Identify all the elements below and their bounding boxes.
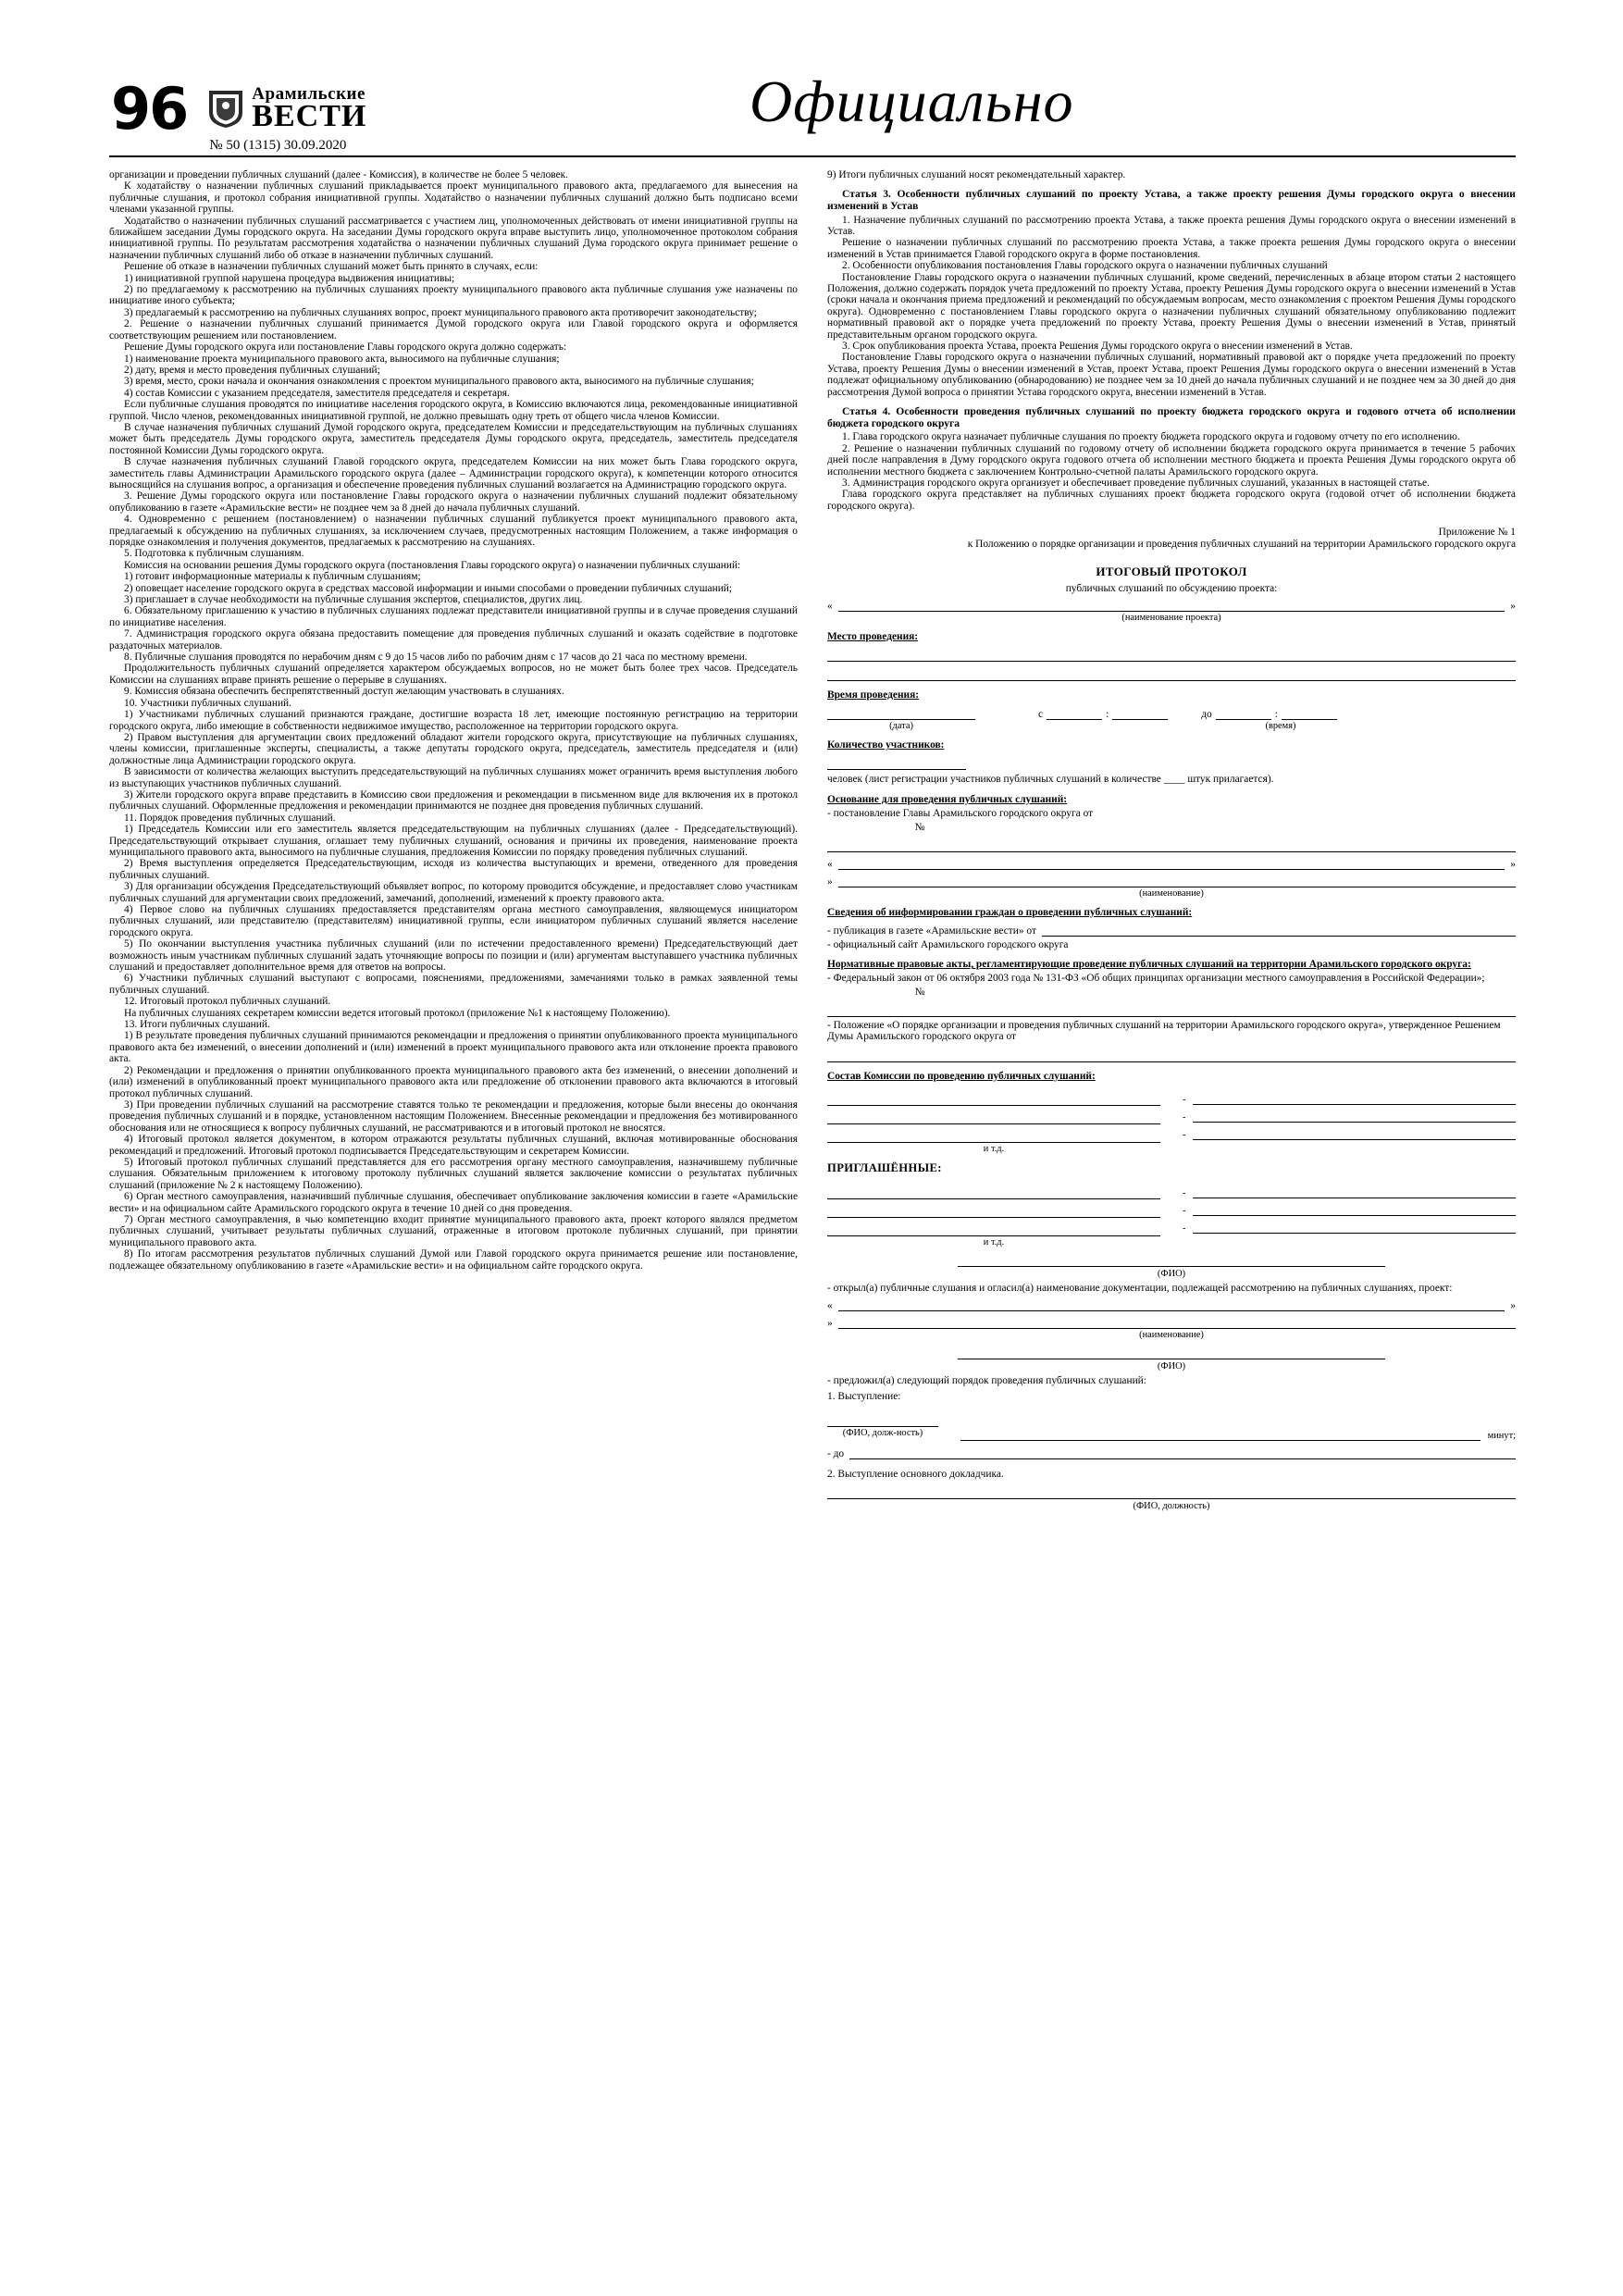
page-number: 96 [111,75,188,143]
paragraph: 1) Председатель Комиссии или его заместитель является председательствующим на публичных слушаниях (далее - Председательствующий). Председательствующий открывает слушания, оглашает тему публичных слушаний, основания и причины их проведения, наименование проекта муниципального правового акта, выносимого на публичные слушания, предложения Комиссии по порядку проведения публичных слушаний. [109,824,798,858]
invited-dash-3: - [1183,1222,1186,1234]
commission-input-3[interactable] [827,1130,1160,1143]
info-item-1-row [827,925,1516,937]
basis-name-row [827,858,1516,870]
paragraph: 1) инициативной группой нарушена процедура выдвижения инициативы; [124,272,455,284]
basis-input[interactable] [827,839,1516,852]
paragraph: В случае назначения публичных слушаний Главой городского округа, председателем Комиссии на них может быть Глава городского округа, заместитель главы Администрации Арамильского городского округа (далее – Администрации городского округа), к компетенции которого относится выносящийся на слушания вопрос, а организация и обеспечение проведения публичных слушаний возлагается на Администрацию городского округа. [109,456,798,490]
time-row [827,708,1516,720]
time-colon-1: : [1106,709,1109,721]
paragraph: 4) состав Комиссии с указанием председателя, заместителя председателя и секретаря. [124,387,510,399]
minutes-input[interactable] [960,1429,1481,1441]
paragraph: 8) По итогам рассмотрения результатов публичных слушаний Думой или Главой городского округа принимается решение или постановление, подлежащее обязательному опубликованию в газете «Арамильские вести» и на официальном сайте городского округа. [109,1248,798,1272]
paragraph: 3) время, место, сроки начала и окончания ознакомления с проектом муниципального правового акта, выносимого на публичные слушания; [124,376,754,388]
paragraph: 9. Комиссия обязана обеспечить беспрепятственный доступ желающим участвовать в слушаниях. [124,686,564,698]
paragraph: 3) Для организации обсуждения Председательствующий объявляет вопрос, по которому проводится обсуждение, и предоставляет слово участникам публичных слушаний для аргументации своих предложений, замечаний, дополнений, изменений к проекту правового акта. [109,881,798,904]
place-input[interactable] [827,649,1516,662]
paragraph: Комиссия на основании решения Думы городского округа (постановления Главы городского округа) о назначении публичных слушаний: [124,559,741,571]
paragraph: 3) приглашает в случае необходимости на публичные слушания экспертов, специалистов, других лиц. [124,594,583,606]
paragraph: 3. Срок опубликования проекта Устава, проекта Решения Думы городского округа о внесении изменений в Устав. [842,341,1353,353]
date-input[interactable] [827,708,975,720]
basis-name-input-2[interactable] [838,875,1516,887]
commission-dash-2: - [1183,1111,1186,1123]
article-4-heading: Статья 4. Особенности проведения публичных слушаний по проекту бюджета городского округа и годового отчета об исполнении бюджета городского округа [827,405,1516,429]
paragraph: 6. Обязательному приглашению к участию в публичных слушаниях подлежат представители инициативной группы и в случае проведения слушаний по инициативе населения. [109,605,798,628]
paragraph: Постановление Главы городского округа о назначении публичных слушаний, кроме сведений, перечисленных в абзаце втором статьи 2 настоящего Положения, должно содержать порядок учета предложений по проекту Устава, проекту Решения Думы городского округа о внесении изменений в Устав (сроки начала и окончания приема предложений и рекомендаций по обсуждаемым вопросам, место ознакомления с проектом Решения Думы городского округа). Одновременно с постановлением Главы городского округа о назначении публичных слушаний обязательному опубликованию подлежит нормативный правовой акт о порядке учета предложений по проекту Устава, проекту Решения Думы о внесении изменений в Устав, принятый представительным органом городского округа. [827,271,1516,341]
form-subtitle: публичных слушаний по обсуждению проекта: [1065,583,1278,595]
appendix-block [827,527,1516,550]
paragraph: организации и проведении публичных слушаний (далее - Комиссия), в количестве не более 5 человек. [109,169,569,180]
paragraph: На публичных слушаниях секретарем комиссии ведется итоговый протокол (приложение №1 к настоящему Положению). [124,1007,671,1019]
paragraph: 4) Первое слово на публичных слушаниях предоставляется представителям органа местного самоуправления, являющемуся инициатором публичных слушаний, или представителю (представителям) инициативной группы, если инициатором публичных слушаний является население городского округа. [109,904,798,938]
proposed-text: - предложил(а) следующий порядок проведения публичных слушаний: [827,1375,1146,1387]
paragraph: 4) Итоговый протокол является документом, в котором отражаются результаты публичных слушаний, включая мотивированные обоснования рекомендаций и предложений. Итоговый протокол подписывается Председательствующим и секретарем Комиссии. [109,1134,798,1157]
participants-note: человек (лист регистрации участников публичных слушаний в количестве ____ штук прилагается). [827,774,1274,786]
appendix-number: Приложение № 1 [1438,527,1516,539]
label-informing: Сведения об информировании граждан о проведении публичных слушаний: [827,906,1193,918]
quote-close-4: » [1510,1300,1516,1312]
speaker-2-input[interactable] [827,1486,1516,1499]
paragraph: 6) Участники публичных слушаний выступают с вопросами, пояснениями, предложениями, замечаниями только в рамках заявленной темы публичных слушаний. [109,973,798,996]
right-column [827,169,1516,1511]
invited-title: ПРИГЛАШЁННЫЕ: [827,1160,942,1174]
paragraph: 2. Решение о назначении публичных слушаний по годовому отчету об исполнении бюджета городского округа принимается в течение 5 рабочих дней после направления в Думу городского округа годового отчета об исполнении местного бюджета и проекта Решения Думы городского округа об исполнении местного бюджета с заключением Контрольно-счетной палаты Арамильского городского округа. [827,442,1516,478]
do-input[interactable] [849,1447,1516,1459]
paragraph: 5) Итоговый протокол публичных слушаний представляется для его рассмотрения органу местного самоуправления, назначившему публичные слушания. Обязательным приложением к итоговому протоколу публичных слушаний является заключение комиссии о результатах публичных слушаний (приложение № 2 к настоящему Положению). [109,1156,798,1191]
time-from-min[interactable] [1112,708,1168,720]
quote-close: » [1510,601,1516,613]
paragraph: Решение о назначении публичных слушаний по рассмотрению проекта Устава, а также проекта решения Думы городского округа о внесении изменений в Устав принимается Главой городского округа в форме постановления. [827,237,1516,260]
basis-number-row [827,822,1516,833]
paragraph: 1) Участниками публичных слушаний признаются граждане, достигшие возраста 18 лет, имеющие постоянную регистрацию на территории городского округа, либо имеющие в собственности недвижимое имущество, расположенное на территории городского округа. [109,709,798,732]
header-divider [109,155,1516,157]
opened-project-input-2[interactable] [838,1317,1516,1329]
quote-close-2: » [1510,858,1516,870]
label-participants-count: Количество участников: [827,739,945,751]
commission-input-1[interactable] [827,1093,1160,1106]
invited-col-left [827,1181,1160,1247]
paragraph: 1. Назначение публичных слушаний по рассмотрению проекта Устава, а также проекта решения Думы городского округа о внесении изменений в Устав. [827,214,1516,237]
caption-time: (время) [1265,721,1296,732]
paragraph: 10. Участники публичных слушаний. [124,697,291,709]
opened-project-row-2 [827,1317,1516,1329]
speaker-row [827,1409,1516,1441]
place-input-2[interactable] [827,668,1516,681]
form-title: ИТОГОВЫЙ ПРОТОКОЛ [1096,565,1247,579]
paragraph: В случае назначения публичных слушаний Думой городского округа, председателем Комиссии и председательствующим на публичных слушаниях может быть председатель Думы городского округа, заместитель председателя Думы городского округа, председатель, заместитель председателя постоянной Комиссии Думы городского округа. [109,421,798,456]
paragraph: Глава городского округа представляет на публичных слушаниях проект бюджета городского округа (годовой отчет об исполнении бюджета городского округа). [827,489,1516,512]
paragraph: Решение Думы городского округа или постановление Главы городского округа должно содержать: [124,341,567,354]
paragraph: Продолжительность публичных слушаний определяется характером обсуждаемых вопросов, но не может быть более трех часов. Председатель Комиссии на слушаниях вправе принять решение о перерыве в слушаниях. [109,663,798,686]
paragraph: 2. Особенности опубликования постановления Главы городского округа о назначении публичных слушаний [842,260,1328,272]
paragraph: 1. Глава городского округа назначает публичные слушания по проекту бюджета городского округа и годовому отчету по его исполнению. [842,431,1460,443]
normative-number-row [827,987,1516,998]
paragraph: В зависимости от количества желающих выступить председательствующий на публичных слушаниях может ограничить время выступления любого из выступающих участников публичных слушаний. [109,766,798,789]
quote-open-2: « [827,858,833,870]
quote-open-4: « [827,1300,833,1312]
paragraph: 3. Администрация городского округа организует и обеспечивает проведение публичных слушаний, указанных в настоящей статье. [842,477,1430,489]
masthead [0,0,1623,176]
normative-input-2[interactable] [827,1049,1516,1062]
commission-itd: и т.д. [983,1143,1005,1154]
paragraph: 1) В результате проведения публичных слушаний принимаются рекомендации и предложения о принятии опубликованного проекта муниципального правового акта без изменений, о внесении дополнений и (или) изменений в проект муниципального правового акта или отклонение проекта правового акта. [109,1030,798,1065]
speaker-2-caption: (ФИО, должность) [1133,1501,1210,1512]
basis-name-input[interactable] [838,858,1505,870]
label-normative: Нормативные правовые акты, регламентирующие проведение публичных слушаний на территории Арамильского городского округа: [827,959,1471,971]
time-from-label: с [1038,709,1044,721]
paragraph: Если публичные слушания проводятся по инициативе населения городского округа, в Комиссию включаются лица, рекомендованные инициативной группой. Число членов, рекомендованных инициативной группой, не должно превышать одну треть от общего числа членов Комиссии. [109,399,798,422]
invited-input-1[interactable] [827,1186,1160,1199]
time-to-min[interactable] [1282,708,1337,720]
commission-input-2[interactable] [827,1111,1160,1124]
participants-count-input[interactable] [827,757,966,770]
paragraph: Постановление Главы городского округа о назначении публичных слушаний, нормативный правовой акт о порядке учета предложений по проекту Устава, проекту Решения Думы о внесении изменений в Устав, проект Устава, проект Решения Думы городского округа о внесении изменений в Устав подлежат официальному опубликованию (обнародованию) не позднее чем за 10 дней до начала публичных слушаний и не позднее чем за 30 дней до дня рассмотрения Думой вопроса о принятии Устава городского округа, внесении изменений в Устав. [827,352,1516,398]
paragraph: 2) по предлагаемому к рассмотрению на публичных слушаниях проекту муниципального правового акта публичные слушания уже назначены по инициативе иного субъекта; [109,284,798,307]
newspaper-logo [207,83,366,154]
opened-project-row [827,1299,1516,1311]
paragraph: 2) Время выступления определяется Председательствующим, исходя из количества выступающих и времени, отведенного для проведения публичных слушаний. [109,858,798,881]
appendix-reference: к Положению о порядке организации и проведения публичных слушаний на территории Арамильского городского округа [967,538,1516,550]
paragraph: К ходатайству о назначении публичных слушаний прикладывается проект муниципального правового акта, предлагаемого для вынесения на публичные слушания, и протокол собрания инициативной группы. Ходатайство о назначении публичных слушаний должно быть подписано всеми членами указанной группы. [109,180,798,216]
do-row [827,1447,1516,1459]
commission-dash-1: - [1183,1094,1186,1105]
paragraph: 2) Рекомендации и предложения о принятии опубликованного проекта муниципального правового акта без изменений, о внесении дополнений и (или) изменений в опубликованный проект муниципального правового акта или предложение об отклонении правового акта включаются в итоговый протокол публичных слушаний. [109,1064,798,1099]
invited-dash-2: - [1183,1205,1186,1216]
paragraph: 3) Жители городского округа вправе представить в Комиссию свои предложения и рекомендации в письменном виде для включения их в протокол публичных слушаний. Оформленные предложения и рекомендации принимаются не позднее дня проведения публичных слушаний. [109,788,798,813]
article-3-heading: Статья 3. Особенности публичных слушаний по проекту Устава, а также проекту решения Думы городского округа о внесении изменений в Устав [827,188,1516,212]
minutes-label: минут; [1487,1430,1516,1441]
opened-project-input[interactable] [838,1299,1505,1311]
commission-col-left [827,1087,1160,1154]
normative-number-label: № [914,986,925,998]
item-2: 2. Выступление основного докладчика. [827,1468,1004,1480]
caption-date: (дата) [889,721,913,732]
invited-input-3[interactable] [827,1223,1160,1236]
article-columns [109,169,1516,1511]
paragraph: 11. Порядок проведения публичных слушаний. [124,812,336,824]
coat-of-arms-icon [207,89,244,130]
info-item-2: - официальный сайт Арамильского городского округа [827,938,1069,950]
quote-open: « [827,601,833,613]
paragraph: Решение об отказе в назначении публичных слушаний может быть принято в случаях, если: [124,261,539,273]
section-title: Официально [750,68,1074,134]
speaker-input[interactable] [827,1414,938,1427]
commission-dash-3: - [1183,1129,1186,1140]
minutes-col [960,1409,1516,1441]
quote-close-5: » [827,1318,833,1330]
paragraph: 8. Публичные слушания проводятся по нерабочим дням с 9 до 15 часов либо по рабочим дням с 17 часов до 21 часа по местному времени. [124,652,748,664]
do-label: - до [827,1447,845,1459]
invited-name-2[interactable] [1193,1204,1516,1216]
invited-dash-1: - [1183,1187,1186,1198]
invited-rows [827,1181,1516,1247]
basis-name-row-2 [827,875,1516,887]
normative-input[interactable] [827,1004,1516,1017]
commission-name-1[interactable] [1193,1093,1516,1105]
paragraph: 4. Одновременно с решением (постановлением) о назначении публичных слушаний публикуется проект муниципального правового акта, предлагаемый к обсуждению на публичных слушаниях, за исключением случаев, предусмотренных настоящим Положением, а также информация о порядке ознакомления и получения документов, предлагаемых к рассмотрению на слушаниях. [109,514,798,548]
basis-item: - постановление Главы Арамильского городского округа от [827,807,1094,819]
fio-input-2[interactable] [958,1347,1384,1359]
invited-name-3[interactable] [1193,1222,1516,1234]
info-item-1-input[interactable] [1042,925,1516,937]
speaker-caption: (ФИО, долж-ность) [842,1427,923,1438]
paragraph: 2. Решение о назначении публичных слушаний принимается Думой городского округа или Главой городского округа и оформляется соответствующим решением или постановлением. [109,318,798,341]
invited-name-1[interactable] [1193,1186,1516,1198]
paragraph: 3) предлагаемый к рассмотрению на публичных слушаниях вопрос, проект муниципального правового акта противоречит законодательству; [124,306,757,318]
label-place: Место проведения: [827,631,919,643]
fio-caption-1: (ФИО) [1157,1268,1186,1279]
label-commission: Состав Комиссии по проведению публичных слушаний: [827,1070,1096,1082]
logo-top-word: Арамильские [252,84,365,104]
time-to-hour[interactable] [1216,708,1271,720]
commission-col-right [1183,1087,1516,1154]
time-colon-2: : [1274,709,1278,721]
label-basis: Основание для проведения публичных слушаний: [827,793,1068,805]
paragraph: 2) дату, время и место проведения публичных слушаний; [124,364,380,376]
fio-caption-2: (ФИО) [1157,1361,1186,1372]
time-captions [827,721,1516,731]
paragraph: 7) Орган местного самоуправления, в чью компетенцию входит принятие муниципального правового акта, проект которого являлся предметом публичных слушаний, учитывает результаты публичных слушаний, отраженные в итоговом протоколе публичных слушаний, при принятии муниципального правового акта. [109,1213,798,1248]
commission-name-2[interactable] [1193,1111,1516,1123]
project-name-row [827,600,1516,612]
speaker-caption-col [827,1409,938,1441]
paragraph: 5. Подготовка к публичным слушаниям. [124,548,304,560]
paragraph: 3) При проведении публичных слушаний на рассмотрение ставятся только те рекомендации и предложения, которые были внесены до окончания проведения публичных слушаний и в порядке, установленном настоящим Положением. Внесенные рекомендации и предложения без мотивированного обоснования или не относящиеся к вопросу публичных слушаний, не рассматриваются и в итоговый протокол не вносятся. [109,1098,798,1134]
item-1: 1. Выступление: [827,1391,901,1403]
commission-rows [827,1087,1516,1154]
issue-line: № 50 (1315) 30.09.2020 [209,138,347,153]
paragraph: 1) готовит информационные материалы к публичным слушаниям; [124,571,421,583]
basis-name-caption: (наименование) [1139,887,1204,899]
fio-input-1[interactable] [958,1254,1384,1267]
paragraph: 6) Орган местного самоуправления, назначивший публичные слушания, обеспечивает опубликование заключения комиссии в газете «Арамильские вести» и на официальном сайте Арамильского городского округа в течение 10 дней со дня проведения. [109,1191,798,1214]
left-column [109,169,798,1511]
project-name-input[interactable] [838,600,1505,612]
info-item-1: - публикация в газете «Арамильские вести» от [827,925,1036,937]
project-name-caption: (наименование проекта) [1121,613,1221,624]
commission-name-3[interactable] [1193,1128,1516,1140]
time-to-label: до [1201,709,1212,721]
normative-item-1: - Федеральный закон от 06 октября 2003 года № 131-ФЗ «Об общих принципах организации местного самоуправления в Российской Федерации»; [827,973,1485,985]
paragraph: 5) По окончании выступления участника публичных слушаний (или по истечении предоставленного времени) Председательствующий дает возможность иным участникам публичных слушаний задать уточняющие вопросы по позиции и (или) аргументам выступавшего участника публичных слушаний и предоставляет дополнительное время для ответов на вопросы. [109,938,798,974]
paragraph: 2) оповещает население городского округа в средствах массовой информации и иными способами о проведении публичных слушаний; [124,582,733,594]
invited-itd: и т.д. [983,1236,1005,1247]
time-from-hour[interactable] [1047,708,1102,720]
paragraph: 3. Решение Думы городского округа или постановление Главы городского округа о назначении публичных слушаний подлежит обязательному опубликованию в газете «Арамильские вести» не позднее чем за 8 дней до начала публичных слушаний. [109,490,798,514]
normative-item-2: - Положение «О порядке организации и проведения публичных слушаний на территории Арамильского городского округа», утвержденное Решением Думы Арамильского городского округа от [827,1019,1501,1043]
invited-col-right [1183,1181,1516,1247]
paragraph: 9) Итоги публичных слушаний носят рекомендательный характер. [827,169,1126,180]
paragraph: Ходатайство о назначении публичных слушаний рассматривается с участием лиц, уполномоченных действовать от имени инициативной группы на ближайшем заседании Думы городского округа. На заседании Думы городского округа вправе выступить лицо, уполномоченное протоколом собрания инициативной группы. По результатам рассмотрения ходатайства о назначении публичных слушаний Дума городского округа принимает решение о назначении публичных слушаний либо об отказе в назначении публичных слушаний. [109,215,798,261]
opened-project-caption: (наименование) [1139,1330,1204,1341]
basis-number-label: № [914,821,925,833]
opened-text: - открыл(а) публичные слушания и огласил(а) наименование документации, подлежащей рассмотрению на публичных слушаниях, проект: [827,1282,1453,1294]
quote-close-3: » [827,875,833,887]
paragraph: 2) Правом выступления для аргументации своих предложений обладают жители городского округа, присутствующие на публичных слушаниях, члены комиссии, приглашенные эксперты, специалисты, а также депутаты городского округа, председатель, заместитель председателя и (или) должностные лица Администрации городского округа. [109,731,798,766]
invited-input-2[interactable] [827,1205,1160,1218]
paragraph: 12. Итоговый протокол публичных слушаний. [124,996,331,1008]
logo-bottom-word: ВЕСТИ [252,99,367,133]
label-time: Время проведения: [827,689,920,701]
paragraph: 1) наименование проекта муниципального правового акта, выносимого на публичные слушания; [124,353,560,365]
paragraph: 7. Администрация городского округа обязана предоставить помещение для проведения публичных слушаний и оказать содействие в подготовке раздаточных материалов. [109,628,798,652]
paragraph: 13. Итоги публичных слушаний. [124,1019,270,1031]
